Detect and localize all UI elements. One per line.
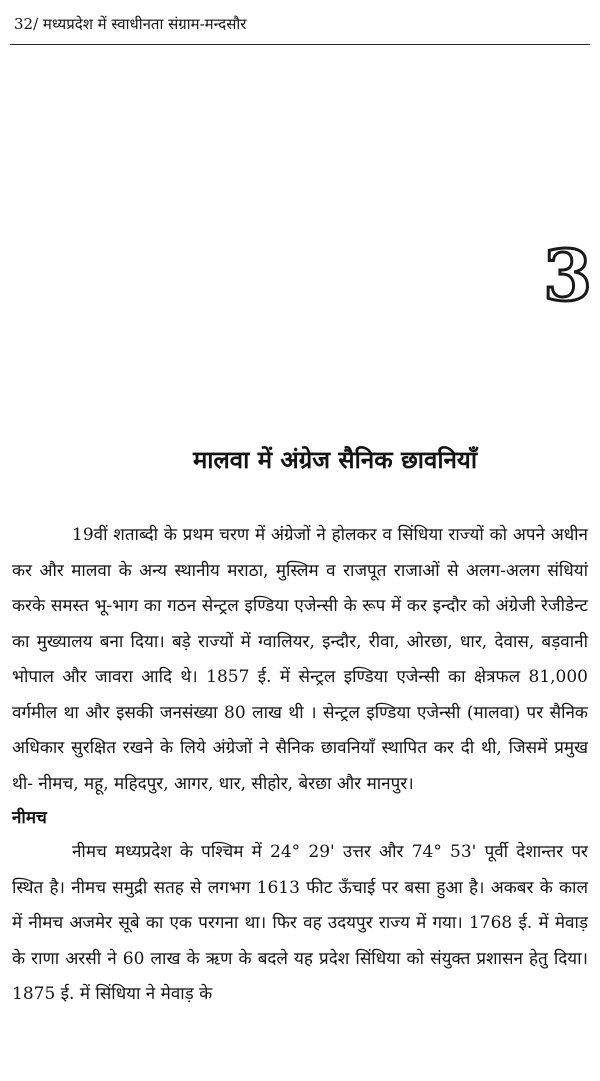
body-text bbox=[12, 518, 588, 1013]
chapter-number: 3 bbox=[543, 234, 592, 317]
running-head: 32/ मध्यप्रदेश में स्वाधीनता संग्राम-मन्दसौर bbox=[14, 15, 247, 33]
header-rule bbox=[10, 44, 590, 45]
section-heading-neemuch: नीमच bbox=[12, 808, 47, 828]
paragraph-2: नीमच मध्यप्रदेश के पश्चिम में 24° 29' उत्तर और 74° 53' पूर्वी देशान्तर पर स्थित है। नीमच समुद्री सतह से लगभग 1613 फीट ऊँचाई पर बसा हुआ है। अकबर के काल में नीमच अजमेर सूबे का एक परगना था। फिर वह उदयपुर राज्य में गया। 1768 ई. में मेवाड़ के राणा अरसी ने 60 लाख के ऋण के बदले यह प्रदेश सिंधिया को संयुक्त प्रशासन हेतु दिया। 1875 ई. में सिंधिया ने मेवाड़ के bbox=[12, 842, 588, 1004]
paragraph-1: 19वीं शताब्दी के प्रथम चरण में अंग्रेजों ने होलकर व सिंधिया राज्यों को अपने अधीन कर और मालवा के अन्य स्थानीय मराठा, मुस्लिम व राजपूत राजाओं से अलग-अलग संधियां करके समस्त भू-भाग का गठन सेन्ट्रल इण्डिया एजेन्सी के रूप में कर इन्दौर को अंग्रेजी रेजीडेन्ट का मुख्यालय बना दिया। बड़े राज्यों में ग्वालियर, इन्दौर, रीवा, ओरछा, धार, देवास, बड़वानी भोपाल और जावरा आदि थे। 1857 ई. में सेन्ट्रल इण्डिया एजेन्सी का क्षेत्रफल 81,000 वर्गमील था और इसकी जनसंख्या 80 लाख थी । सेन्ट्रल इण्डिया एजेन्सी (मालवा) पर सैनिक अधिकार सुरक्षित रखने के लिये अंग्रेजों ने सैनिक छावनियाँ स्थापित कर दी थी, जिसमें प्रमुख थी- नीमच, महू, महिदपुर, आगर, धार, सीहोर, बेरछा और मानपुर। bbox=[12, 525, 588, 794]
chapter-title: मालवा में अंग्रेज सैनिक छावनियाँ bbox=[192, 445, 478, 474]
